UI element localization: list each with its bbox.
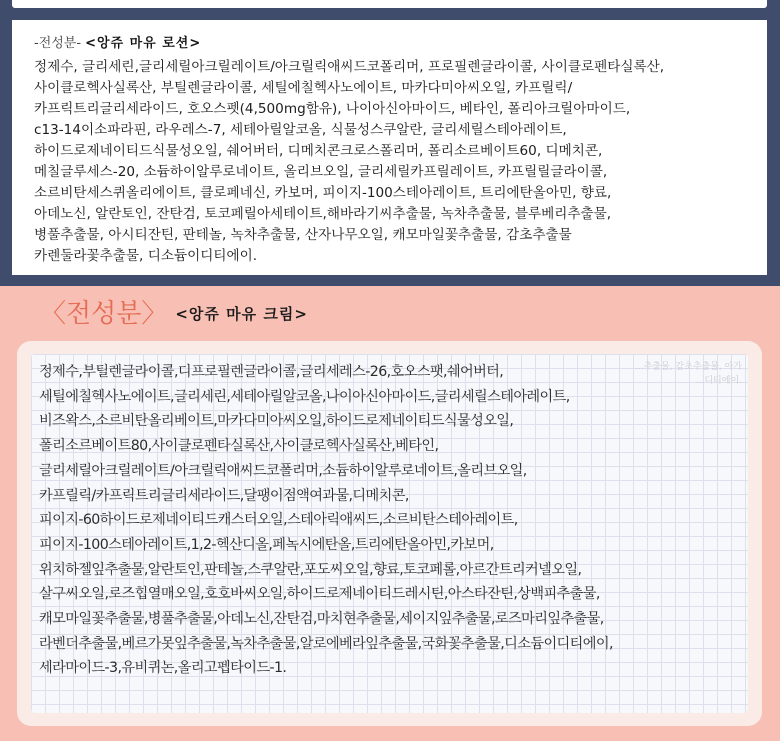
cream-ingredient-line: 글리세릴아크릴레이트/아크릴릭애씨드코폴리머,소듐하이알루로네이트,올리브오일, bbox=[39, 462, 527, 479]
lotion-product-name: <앙쥬 마유 로션> bbox=[85, 36, 202, 51]
cream-section bbox=[0, 286, 780, 741]
lotion-ingredients-label: -전성분- bbox=[34, 36, 82, 51]
lotion-heading bbox=[34, 35, 201, 53]
cream-ingredient-line: 폴리소르베이트80,사이클로펜타실록산,사이클로헥사실록산,베타인, bbox=[39, 438, 439, 455]
lotion-ingredient-line: 카프릭트리글리세라이드, 호오스펫(4,500mg함유), 나이아신아마이드, 베타인, 폴리아크릴아마이드, bbox=[34, 101, 631, 117]
cream-ingredient-line: 세라마이드-3,유비퀴논,올리고펩타이드-1. bbox=[39, 660, 287, 677]
cream-ingredient-line: 캐모마일꽃추출물,병풀추출물,아데노신,잔탄검,마치현추출물,세이지잎추출물,로즈마리잎추출물, bbox=[39, 611, 604, 628]
lotion-section bbox=[0, 0, 780, 286]
cream-ingredient-line: 비즈왁스,소르비탄올리베이트,마카다미아씨오일,하이드로제네이티드식물성오일, bbox=[39, 413, 514, 430]
lotion-ingredient-line: 병풀추출물, 아시티잔틴, 판테놀, 녹차추출물, 산자나무오일, 캐모마일꽃추출물, 감초추출물 bbox=[34, 227, 572, 243]
cream-product-name: <앙쥬 마유 크림> bbox=[175, 305, 308, 323]
lotion-ingredient-line: 메칠글루세스-20, 소듐하이알루로네이트, 올리브오일, 글리세릴카프릴레이트, 카프릴릴글라이콜, bbox=[34, 164, 608, 180]
cream-ingredient-line: 살구씨오일,로즈힙열매오일,호호바씨오일,하이드로제네이티드레시틴,아스타잔틴,상백피추출물, bbox=[39, 586, 600, 603]
lotion-ingredient-list bbox=[34, 57, 762, 267]
lotion-ingredient-line: 아데노신, 알란토인, 잔탄검, 토코페릴아세테이트,해바라기씨추출물, 녹차추출물, 블루베리추출물, bbox=[34, 206, 612, 222]
lotion-ingredient-line: 카렌둘라꽃추출물, 디소듐이디티에이. bbox=[34, 248, 258, 264]
cream-ingredient-line: 피이지-100스테아레이트,1,2-헥산디올,페녹시에탄올,트리에탄올아민,카보머, bbox=[39, 536, 494, 553]
cream-ingredients-card bbox=[17, 341, 762, 726]
lotion-ingredient-line: 소르비탄세스퀴올리에이트, 클로페네신, 카보머, 피이지-100스테아레이트, 트리에탄올아민, 향료, bbox=[34, 185, 612, 201]
lotion-ingredient-line: 정제수, 글리세린,글리세릴아크릴레이트/아크릴릭애씨드코폴리머, 프로필렌글라이콜, 사이클로펜타실록산, bbox=[34, 59, 665, 75]
cream-ingredient-line: 피이지-60하이드로제네이티드캐스터오일,스테아릭애씨드,소르비탄스테아레이트, bbox=[39, 512, 518, 529]
lotion-ingredient-line: c13-14이소파라핀, 라우레스-7, 세테아릴알코올, 식물성스쿠알란, 글리세릴스테아레이트, bbox=[34, 122, 567, 138]
faint-text-line: ...추출물, 감초추출물, 아가 bbox=[635, 362, 742, 372]
cream-ingredient-list bbox=[39, 360, 744, 681]
cream-heading bbox=[40, 294, 308, 334]
cream-ingredient-line: 카프릴릭/카프릭트리글리세라이드,달팽이점액여과물,디메치콘, bbox=[39, 487, 409, 504]
lotion-ingredient-line: 사이클로헥사실록산, 부틸렌글라이콜, 세틸에칠헥사노에이트, 마카다미아씨오일, 카프릴릭/ bbox=[34, 80, 573, 96]
previous-card-edge bbox=[12, 0, 767, 8]
cream-ingredient-line: 세틸에칠헥사노에이트,글리세린,세테아릴알코올,나이아신아마이드,글리세릴스테아레이트, bbox=[39, 388, 570, 405]
cream-ingredient-line: 정제수,부틸렌글라이콜,디프로필렌글라이콜,글리세레스-26,호오스팻,쉐어버터, bbox=[39, 364, 504, 380]
lotion-ingredients-card bbox=[12, 20, 767, 275]
lotion-ingredient-line: 하이드로제네이티드식물성오일, 쉐어버터, 디메치콘크로스폴리머, 폴리소르베이트60, 디메치콘, bbox=[34, 143, 603, 159]
faint-text-line: ...디티에이. bbox=[695, 376, 742, 386]
grid-paper bbox=[31, 354, 748, 713]
cream-ingredient-line: 라벤더추출물,베르가못잎추출물,녹차추출물,알로에베라잎추출물,국화꽃추출물,디소듐이디티에이, bbox=[39, 635, 613, 652]
cream-ingredients-label: 〈전성분〉 bbox=[40, 299, 168, 329]
cream-ingredient-line: 위치하젤잎추출물,알란토인,판테놀,스쿠알란,포도씨오일,향료,토코페롤,아르간트리커넬오일, bbox=[39, 561, 582, 578]
